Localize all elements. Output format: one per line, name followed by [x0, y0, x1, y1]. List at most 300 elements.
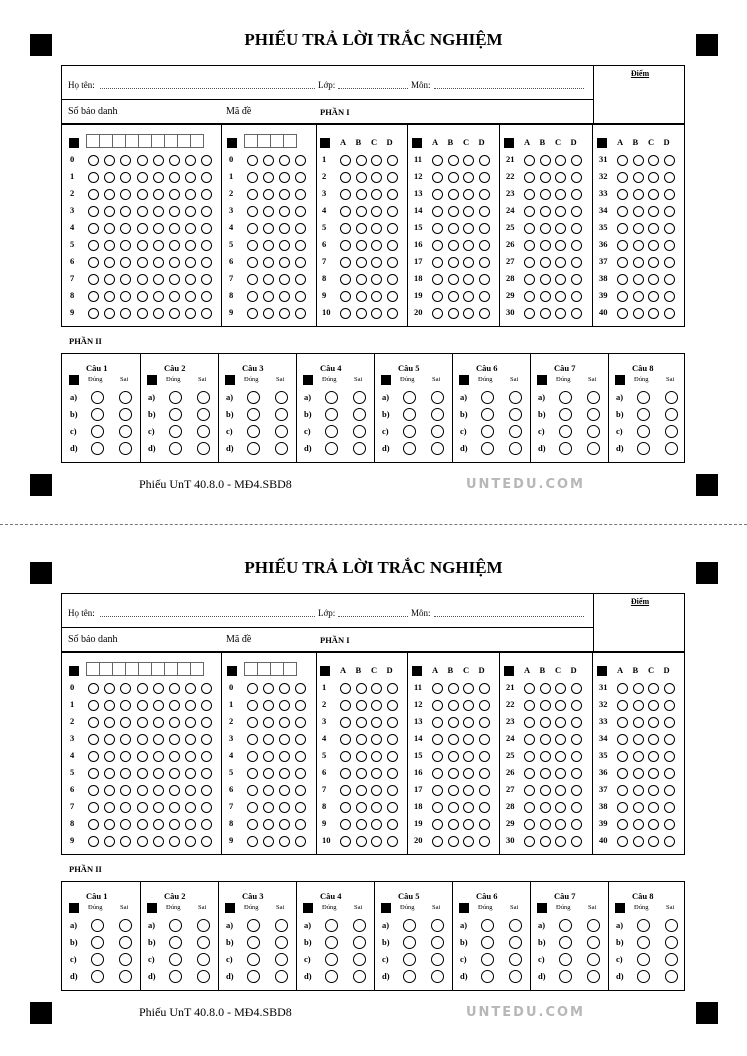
answer-bubble[interactable] — [371, 172, 382, 183]
answer-bubble[interactable] — [555, 768, 566, 779]
answer-bubble[interactable] — [479, 802, 490, 813]
answer-bubble[interactable] — [356, 819, 367, 830]
answer-bubble[interactable] — [571, 802, 582, 813]
answer-bubble[interactable] — [524, 155, 535, 166]
answer-bubble[interactable] — [371, 274, 382, 285]
true-bubble[interactable] — [481, 391, 494, 404]
answer-bubble[interactable] — [555, 240, 566, 251]
sbd-bubble[interactable] — [104, 257, 115, 268]
sbd-bubble[interactable] — [153, 768, 164, 779]
exam-code-bubble[interactable] — [263, 700, 274, 711]
sbd-bubble[interactable] — [88, 223, 99, 234]
true-bubble[interactable] — [481, 408, 494, 421]
exam-code-bubble[interactable] — [247, 155, 258, 166]
sbd-digit-box[interactable] — [164, 134, 178, 148]
answer-bubble[interactable] — [664, 802, 675, 813]
exam-code-bubble[interactable] — [279, 802, 290, 813]
sbd-bubble[interactable] — [137, 155, 148, 166]
exam-code-bubble[interactable] — [279, 785, 290, 796]
exam-code-bubble[interactable] — [263, 785, 274, 796]
sbd-bubble[interactable] — [201, 172, 212, 183]
exam-code-bubble[interactable] — [295, 274, 306, 285]
sbd-bubble[interactable] — [88, 734, 99, 745]
true-bubble[interactable] — [325, 425, 338, 438]
false-bubble[interactable] — [431, 919, 444, 932]
sbd-digit-box[interactable] — [86, 134, 100, 148]
answer-bubble[interactable] — [633, 819, 644, 830]
answer-bubble[interactable] — [432, 189, 443, 200]
answer-bubble[interactable] — [555, 172, 566, 183]
sbd-digit-box[interactable] — [86, 662, 100, 676]
true-bubble[interactable] — [325, 391, 338, 404]
answer-bubble[interactable] — [555, 700, 566, 711]
answer-bubble[interactable] — [387, 768, 398, 779]
exam-code-bubble[interactable] — [247, 172, 258, 183]
sbd-bubble[interactable] — [88, 785, 99, 796]
answer-bubble[interactable] — [463, 223, 474, 234]
answer-bubble[interactable] — [664, 257, 675, 268]
exam-code-bubble[interactable] — [263, 291, 274, 302]
sbd-bubble[interactable] — [201, 683, 212, 694]
sbd-bubble[interactable] — [153, 836, 164, 847]
exam-code-bubble[interactable] — [247, 291, 258, 302]
false-bubble[interactable] — [275, 391, 288, 404]
sbd-bubble[interactable] — [185, 700, 196, 711]
answer-bubble[interactable] — [387, 734, 398, 745]
exam-code-bubble[interactable] — [263, 257, 274, 268]
answer-bubble[interactable] — [479, 291, 490, 302]
answer-bubble[interactable] — [664, 700, 675, 711]
answer-bubble[interactable] — [648, 683, 659, 694]
answer-bubble[interactable] — [555, 717, 566, 728]
answer-bubble[interactable] — [633, 223, 644, 234]
sbd-bubble[interactable] — [169, 257, 180, 268]
true-bubble[interactable] — [91, 970, 104, 983]
exam-code-bubble[interactable] — [263, 768, 274, 779]
answer-bubble[interactable] — [340, 257, 351, 268]
true-bubble[interactable] — [169, 391, 182, 404]
sbd-bubble[interactable] — [88, 768, 99, 779]
answer-bubble[interactable] — [617, 206, 628, 217]
exam-code-bubble[interactable] — [279, 155, 290, 166]
false-bubble[interactable] — [509, 442, 522, 455]
true-bubble[interactable] — [403, 919, 416, 932]
answer-bubble[interactable] — [648, 751, 659, 762]
answer-bubble[interactable] — [371, 240, 382, 251]
true-bubble[interactable] — [637, 442, 650, 455]
answer-bubble[interactable] — [664, 274, 675, 285]
answer-bubble[interactable] — [432, 768, 443, 779]
answer-bubble[interactable] — [540, 836, 551, 847]
true-bubble[interactable] — [91, 442, 104, 455]
answer-bubble[interactable] — [524, 172, 535, 183]
sbd-bubble[interactable] — [201, 291, 212, 302]
sbd-bubble[interactable] — [185, 257, 196, 268]
exam-code-bubble[interactable] — [263, 802, 274, 813]
answer-bubble[interactable] — [479, 189, 490, 200]
answer-bubble[interactable] — [387, 717, 398, 728]
answer-bubble[interactable] — [479, 819, 490, 830]
answer-bubble[interactable] — [555, 802, 566, 813]
exam-code-bubble[interactable] — [295, 155, 306, 166]
exam-code-bubble[interactable] — [295, 700, 306, 711]
answer-bubble[interactable] — [356, 172, 367, 183]
answer-bubble[interactable] — [524, 717, 535, 728]
answer-bubble[interactable] — [648, 734, 659, 745]
exam-code-write-boxes[interactable] — [244, 662, 296, 676]
answer-bubble[interactable] — [524, 734, 535, 745]
exam-code-bubble[interactable] — [263, 683, 274, 694]
true-bubble[interactable] — [325, 442, 338, 455]
answer-bubble[interactable] — [432, 734, 443, 745]
sbd-bubble[interactable] — [88, 206, 99, 217]
answer-bubble[interactable] — [633, 189, 644, 200]
answer-bubble[interactable] — [387, 206, 398, 217]
answer-bubble[interactable] — [540, 257, 551, 268]
exam-code-bubble[interactable] — [279, 717, 290, 728]
true-bubble[interactable] — [559, 391, 572, 404]
sbd-digit-box[interactable] — [151, 662, 165, 676]
false-bubble[interactable] — [431, 425, 444, 438]
false-bubble[interactable] — [665, 953, 678, 966]
sbd-bubble[interactable] — [137, 785, 148, 796]
sbd-bubble[interactable] — [169, 700, 180, 711]
exam-code-bubble[interactable] — [279, 189, 290, 200]
answer-bubble[interactable] — [664, 768, 675, 779]
answer-bubble[interactable] — [524, 274, 535, 285]
answer-bubble[interactable] — [617, 274, 628, 285]
sbd-bubble[interactable] — [137, 751, 148, 762]
answer-bubble[interactable] — [340, 223, 351, 234]
sbd-digit-box[interactable] — [138, 134, 152, 148]
sbd-bubble[interactable] — [120, 717, 131, 728]
sbd-bubble[interactable] — [169, 308, 180, 319]
answer-bubble[interactable] — [524, 291, 535, 302]
true-bubble[interactable] — [169, 953, 182, 966]
true-bubble[interactable] — [325, 919, 338, 932]
false-bubble[interactable] — [587, 936, 600, 949]
true-bubble[interactable] — [481, 425, 494, 438]
exam-code-bubble[interactable] — [263, 308, 274, 319]
answer-bubble[interactable] — [340, 819, 351, 830]
answer-bubble[interactable] — [664, 785, 675, 796]
answer-bubble[interactable] — [371, 734, 382, 745]
sbd-bubble[interactable] — [185, 172, 196, 183]
sbd-bubble[interactable] — [201, 819, 212, 830]
sbd-bubble[interactable] — [201, 155, 212, 166]
exam-code-bubble[interactable] — [295, 717, 306, 728]
answer-bubble[interactable] — [648, 291, 659, 302]
true-bubble[interactable] — [169, 936, 182, 949]
answer-bubble[interactable] — [664, 223, 675, 234]
exam-code-bubble[interactable] — [279, 819, 290, 830]
answer-bubble[interactable] — [448, 802, 459, 813]
answer-bubble[interactable] — [356, 223, 367, 234]
sbd-bubble[interactable] — [104, 223, 115, 234]
sbd-bubble[interactable] — [88, 717, 99, 728]
subject-field[interactable] — [434, 616, 584, 617]
true-bubble[interactable] — [559, 408, 572, 421]
answer-bubble[interactable] — [463, 206, 474, 217]
sbd-bubble[interactable] — [104, 206, 115, 217]
answer-bubble[interactable] — [648, 223, 659, 234]
answer-bubble[interactable] — [340, 189, 351, 200]
false-bubble[interactable] — [509, 425, 522, 438]
answer-bubble[interactable] — [479, 257, 490, 268]
answer-bubble[interactable] — [448, 819, 459, 830]
answer-bubble[interactable] — [340, 700, 351, 711]
exam-code-bubble[interactable] — [279, 836, 290, 847]
answer-bubble[interactable] — [479, 785, 490, 796]
sbd-bubble[interactable] — [169, 836, 180, 847]
false-bubble[interactable] — [587, 391, 600, 404]
answer-bubble[interactable] — [371, 155, 382, 166]
answer-bubble[interactable] — [356, 206, 367, 217]
answer-bubble[interactable] — [571, 836, 582, 847]
answer-bubble[interactable] — [540, 717, 551, 728]
sbd-bubble[interactable] — [137, 257, 148, 268]
sbd-bubble[interactable] — [185, 223, 196, 234]
answer-bubble[interactable] — [356, 785, 367, 796]
answer-bubble[interactable] — [356, 734, 367, 745]
sbd-bubble[interactable] — [201, 717, 212, 728]
sbd-bubble[interactable] — [169, 274, 180, 285]
false-bubble[interactable] — [119, 970, 132, 983]
answer-bubble[interactable] — [540, 700, 551, 711]
exam-code-bubble[interactable] — [247, 700, 258, 711]
answer-bubble[interactable] — [448, 785, 459, 796]
answer-bubble[interactable] — [571, 734, 582, 745]
answer-bubble[interactable] — [463, 751, 474, 762]
sbd-bubble[interactable] — [201, 785, 212, 796]
answer-bubble[interactable] — [356, 257, 367, 268]
true-bubble[interactable] — [247, 919, 260, 932]
answer-bubble[interactable] — [448, 257, 459, 268]
sbd-bubble[interactable] — [88, 291, 99, 302]
true-bubble[interactable] — [91, 425, 104, 438]
false-bubble[interactable] — [431, 391, 444, 404]
true-bubble[interactable] — [169, 919, 182, 932]
answer-bubble[interactable] — [648, 155, 659, 166]
true-bubble[interactable] — [325, 953, 338, 966]
false-bubble[interactable] — [119, 919, 132, 932]
answer-bubble[interactable] — [356, 291, 367, 302]
sbd-bubble[interactable] — [169, 785, 180, 796]
answer-bubble[interactable] — [479, 768, 490, 779]
answer-bubble[interactable] — [524, 683, 535, 694]
sbd-bubble[interactable] — [88, 802, 99, 813]
answer-bubble[interactable] — [555, 189, 566, 200]
class-field[interactable] — [338, 88, 408, 89]
sbd-bubble[interactable] — [153, 785, 164, 796]
answer-bubble[interactable] — [617, 308, 628, 319]
answer-bubble[interactable] — [371, 768, 382, 779]
false-bubble[interactable] — [197, 953, 210, 966]
answer-bubble[interactable] — [463, 768, 474, 779]
answer-bubble[interactable] — [463, 734, 474, 745]
answer-bubble[interactable] — [617, 172, 628, 183]
answer-bubble[interactable] — [571, 155, 582, 166]
answer-bubble[interactable] — [648, 836, 659, 847]
false-bubble[interactable] — [587, 970, 600, 983]
true-bubble[interactable] — [403, 425, 416, 438]
answer-bubble[interactable] — [540, 240, 551, 251]
sbd-digit-box[interactable] — [125, 134, 139, 148]
answer-bubble[interactable] — [555, 785, 566, 796]
sbd-bubble[interactable] — [137, 206, 148, 217]
answer-bubble[interactable] — [555, 836, 566, 847]
answer-bubble[interactable] — [356, 768, 367, 779]
answer-bubble[interactable] — [571, 291, 582, 302]
sbd-bubble[interactable] — [169, 223, 180, 234]
answer-bubble[interactable] — [463, 172, 474, 183]
true-bubble[interactable] — [325, 936, 338, 949]
exam-code-bubble[interactable] — [247, 836, 258, 847]
false-bubble[interactable] — [197, 970, 210, 983]
answer-bubble[interactable] — [340, 240, 351, 251]
false-bubble[interactable] — [197, 425, 210, 438]
answer-bubble[interactable] — [633, 274, 644, 285]
answer-bubble[interactable] — [432, 308, 443, 319]
sbd-bubble[interactable] — [185, 155, 196, 166]
answer-bubble[interactable] — [356, 189, 367, 200]
sbd-bubble[interactable] — [153, 257, 164, 268]
exam-code-bubble[interactable] — [263, 223, 274, 234]
sbd-bubble[interactable] — [137, 683, 148, 694]
true-bubble[interactable] — [169, 442, 182, 455]
answer-bubble[interactable] — [448, 683, 459, 694]
answer-bubble[interactable] — [356, 836, 367, 847]
answer-bubble[interactable] — [555, 206, 566, 217]
false-bubble[interactable] — [509, 919, 522, 932]
answer-bubble[interactable] — [463, 802, 474, 813]
sbd-bubble[interactable] — [169, 240, 180, 251]
false-bubble[interactable] — [509, 408, 522, 421]
answer-bubble[interactable] — [617, 189, 628, 200]
answer-bubble[interactable] — [633, 751, 644, 762]
answer-bubble[interactable] — [633, 683, 644, 694]
answer-bubble[interactable] — [387, 172, 398, 183]
false-bubble[interactable] — [119, 408, 132, 421]
exam-code-bubble[interactable] — [263, 172, 274, 183]
exam-code-bubble[interactable] — [295, 785, 306, 796]
sbd-bubble[interactable] — [104, 836, 115, 847]
true-bubble[interactable] — [403, 408, 416, 421]
answer-bubble[interactable] — [371, 189, 382, 200]
name-field[interactable] — [100, 616, 315, 617]
sbd-bubble[interactable] — [120, 700, 131, 711]
answer-bubble[interactable] — [479, 751, 490, 762]
sbd-bubble[interactable] — [185, 291, 196, 302]
exam-code-digit-box[interactable] — [270, 662, 284, 676]
sbd-bubble[interactable] — [88, 257, 99, 268]
sbd-bubble[interactable] — [120, 291, 131, 302]
false-bubble[interactable] — [587, 919, 600, 932]
false-bubble[interactable] — [665, 408, 678, 421]
exam-code-bubble[interactable] — [263, 189, 274, 200]
answer-bubble[interactable] — [448, 155, 459, 166]
answer-bubble[interactable] — [664, 308, 675, 319]
sbd-bubble[interactable] — [201, 189, 212, 200]
answer-bubble[interactable] — [617, 751, 628, 762]
answer-bubble[interactable] — [633, 172, 644, 183]
false-bubble[interactable] — [353, 408, 366, 421]
answer-bubble[interactable] — [371, 206, 382, 217]
sbd-bubble[interactable] — [153, 189, 164, 200]
exam-code-bubble[interactable] — [295, 734, 306, 745]
false-bubble[interactable] — [431, 953, 444, 966]
answer-bubble[interactable] — [540, 683, 551, 694]
answer-bubble[interactable] — [479, 223, 490, 234]
answer-bubble[interactable] — [371, 257, 382, 268]
sbd-bubble[interactable] — [153, 172, 164, 183]
answer-bubble[interactable] — [617, 155, 628, 166]
false-bubble[interactable] — [275, 970, 288, 983]
answer-bubble[interactable] — [387, 751, 398, 762]
answer-bubble[interactable] — [479, 700, 490, 711]
exam-code-bubble[interactable] — [279, 734, 290, 745]
answer-bubble[interactable] — [617, 717, 628, 728]
sbd-bubble[interactable] — [137, 768, 148, 779]
answer-bubble[interactable] — [540, 734, 551, 745]
answer-bubble[interactable] — [648, 257, 659, 268]
answer-bubble[interactable] — [571, 274, 582, 285]
answer-bubble[interactable] — [448, 291, 459, 302]
true-bubble[interactable] — [247, 970, 260, 983]
answer-bubble[interactable] — [356, 274, 367, 285]
answer-bubble[interactable] — [555, 274, 566, 285]
sbd-bubble[interactable] — [169, 819, 180, 830]
exam-code-bubble[interactable] — [295, 240, 306, 251]
exam-code-bubble[interactable] — [279, 683, 290, 694]
true-bubble[interactable] — [481, 953, 494, 966]
answer-bubble[interactable] — [479, 836, 490, 847]
answer-bubble[interactable] — [540, 223, 551, 234]
answer-bubble[interactable] — [540, 274, 551, 285]
false-bubble[interactable] — [665, 936, 678, 949]
true-bubble[interactable] — [637, 425, 650, 438]
sbd-digit-box[interactable] — [99, 134, 113, 148]
answer-bubble[interactable] — [633, 700, 644, 711]
answer-bubble[interactable] — [387, 683, 398, 694]
answer-bubble[interactable] — [524, 257, 535, 268]
sbd-bubble[interactable] — [185, 683, 196, 694]
answer-bubble[interactable] — [617, 768, 628, 779]
answer-bubble[interactable] — [463, 291, 474, 302]
answer-bubble[interactable] — [524, 768, 535, 779]
answer-bubble[interactable] — [648, 768, 659, 779]
exam-code-bubble[interactable] — [247, 223, 258, 234]
true-bubble[interactable] — [559, 425, 572, 438]
answer-bubble[interactable] — [463, 308, 474, 319]
answer-bubble[interactable] — [432, 240, 443, 251]
true-bubble[interactable] — [559, 919, 572, 932]
false-bubble[interactable] — [509, 953, 522, 966]
answer-bubble[interactable] — [448, 768, 459, 779]
false-bubble[interactable] — [353, 919, 366, 932]
true-bubble[interactable] — [559, 442, 572, 455]
answer-bubble[interactable] — [633, 240, 644, 251]
exam-code-bubble[interactable] — [295, 683, 306, 694]
answer-bubble[interactable] — [664, 836, 675, 847]
true-bubble[interactable] — [325, 408, 338, 421]
exam-code-bubble[interactable] — [247, 189, 258, 200]
answer-bubble[interactable] — [463, 155, 474, 166]
answer-bubble[interactable] — [356, 155, 367, 166]
true-bubble[interactable] — [247, 391, 260, 404]
answer-bubble[interactable] — [432, 291, 443, 302]
false-bubble[interactable] — [275, 425, 288, 438]
